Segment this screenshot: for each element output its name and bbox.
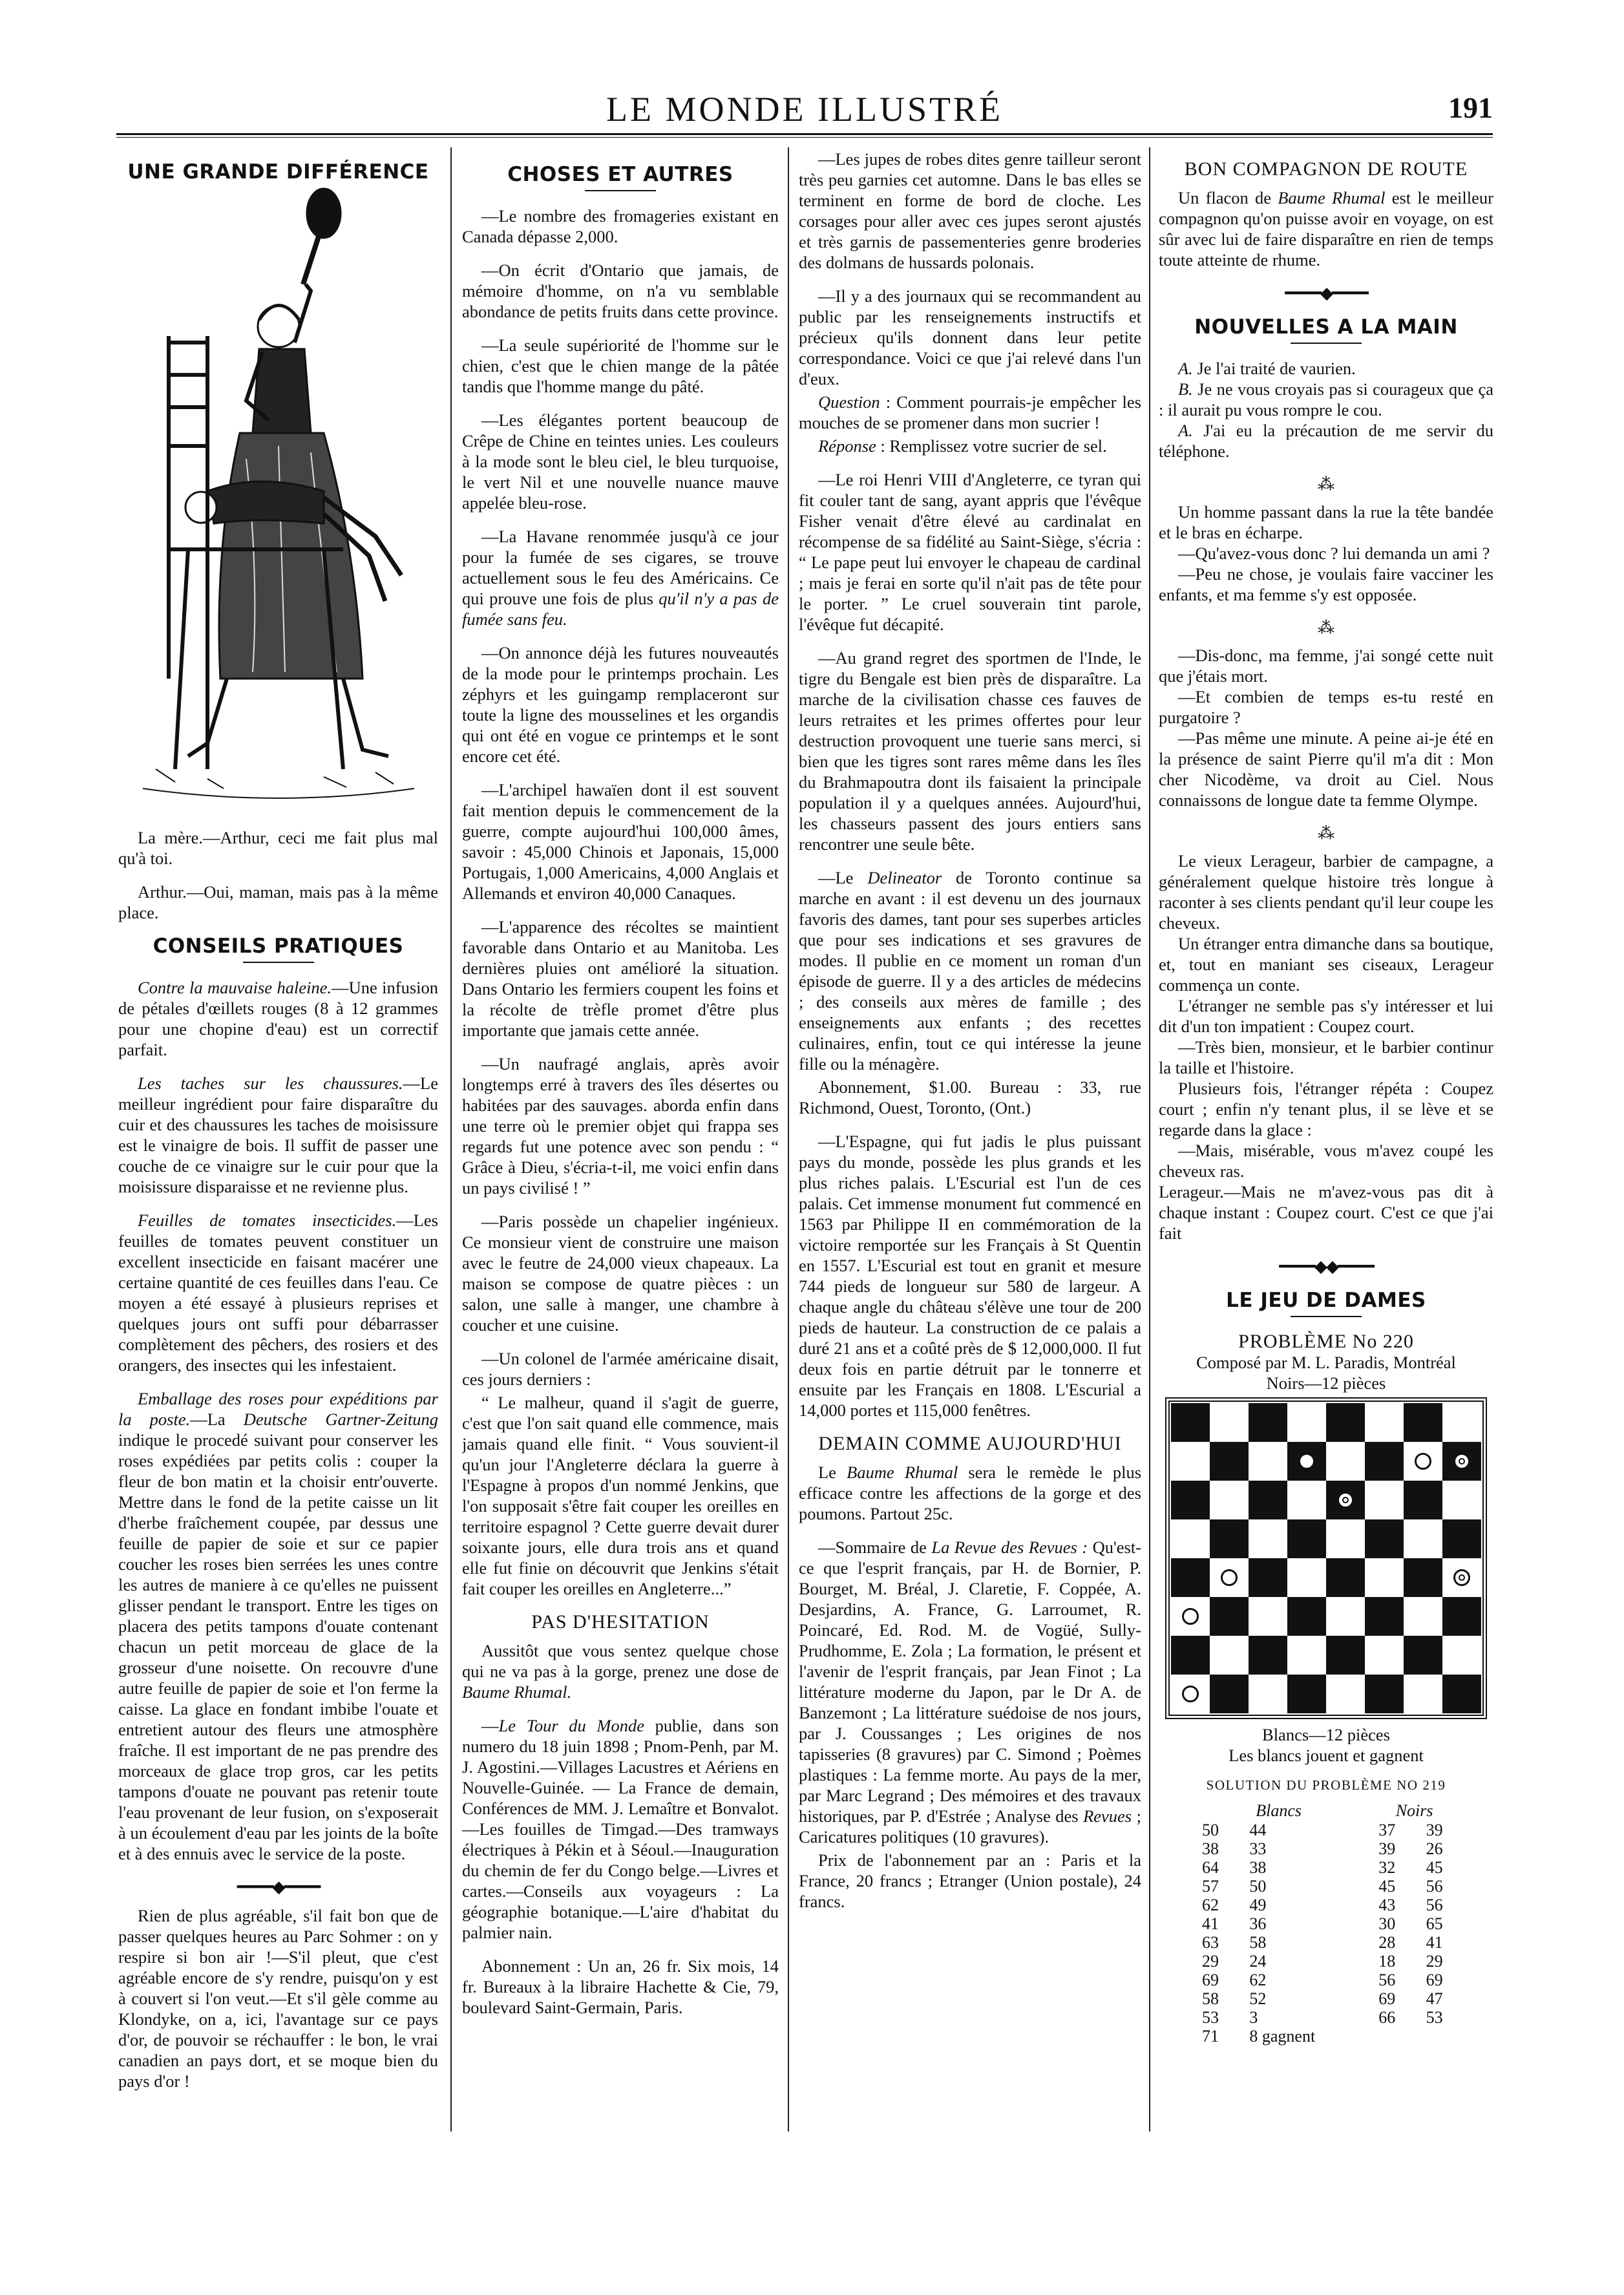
board-square-light	[1365, 1481, 1404, 1519]
paragraph: —La seule supériorité de l'homme sur le chien, c'est que le chien mange de la pâtée tandis que l'homme mange du pâté.	[462, 335, 779, 396]
table-cell: 28	[1378, 1933, 1396, 1952]
board-square-light	[1171, 1519, 1210, 1558]
board-square-light	[1404, 1675, 1442, 1713]
table-cell: 65	[1426, 1914, 1443, 1933]
board-square-light	[1249, 1442, 1287, 1481]
table-row	[1190, 1858, 1462, 1877]
paragraph: Un étranger entra dimanche dans sa boutique, et, tout en maniant ses ciseaux, Lerageur commença un conte.	[1159, 934, 1493, 995]
board-square-dark	[1171, 1636, 1210, 1675]
table-cell: 64	[1202, 1858, 1219, 1877]
column-1	[118, 149, 438, 2146]
table-cell: 63	[1202, 1933, 1219, 1952]
board-square-light	[1287, 1558, 1326, 1597]
section-heading: CONSEILS PRATIQUES	[153, 935, 404, 958]
board-square-dark	[1326, 1636, 1365, 1675]
table-cell: 39	[1378, 1839, 1396, 1858]
board-square-dark	[1404, 1481, 1442, 1519]
board-square-dark	[1365, 1442, 1404, 1481]
paragraph: —Un naufragé anglais, après avoir longtemps erré à travers des îles désertes ou habitées par des sauvages. aborda enfin dans une terre où le premier objet qui frappa ses regards fut une potence avec son pendu : “ Grâce à Dieu, s'écria-t-il, me voici enfin dans un pays civilisé ! ”	[462, 1054, 779, 1198]
white-piece	[1221, 1569, 1238, 1586]
section-heading: UNE GRANDE DIFFÉRENCE	[127, 160, 429, 184]
table-cell: 50	[1249, 1877, 1267, 1896]
white-pieces-label: Blancs—12 pièces	[1262, 1725, 1390, 1744]
white-piece	[1182, 1686, 1199, 1702]
paragraph: Feuilles de tomates insecticides.—Les feuilles de tomates peuvent constituer un excellent insecticide en faisant macérer une certaine quantité de ces feuilles dans l'eau. Ce moyen a été essayé à plusieurs reprises et quelques jours ont suffi pour débarrasser complètement des pêchers, des rosiers et des orangers, des insectes qui les infestaient.	[118, 1211, 438, 1375]
paragraph: —Peu ne chose, je voulais faire vacciner les enfants, et ma femme s'y est opposée.	[1159, 564, 1493, 604]
board-square-light	[1442, 1481, 1481, 1519]
paragraph: —Les élégantes portent beaucoup de Crêpe de Chine en teintes unies. Les couleurs à la mode sont le bleu ciel, le bleu turquoise, le vert Nil et une nouvelle nuance mauve appelée bleu-rose.	[462, 410, 779, 513]
heading-rule	[1291, 1316, 1362, 1317]
heading-rule	[1291, 343, 1362, 344]
table-row	[1190, 1952, 1462, 1971]
table-cell: 62	[1249, 1971, 1267, 1989]
board-square-dark	[1404, 1558, 1442, 1597]
board-square-dark	[1287, 1442, 1326, 1481]
table-cell: 62	[1202, 1896, 1219, 1914]
table-cell: 56	[1426, 1877, 1443, 1896]
white-piece	[1415, 1453, 1431, 1470]
board-square-dark	[1365, 1519, 1404, 1558]
table-cell: 69	[1202, 1971, 1219, 1989]
board-square-dark	[1249, 1636, 1287, 1675]
table-row	[1190, 1896, 1462, 1914]
board-square-light	[1442, 1558, 1481, 1597]
problem-composer: Composé par M. L. Paradis, Montréal	[1196, 1353, 1456, 1372]
paragraph: —Très bien, monsieur, et le barbier continur la taille et l'histoire.	[1159, 1037, 1493, 1077]
table-cell: 29	[1202, 1952, 1219, 1971]
paragraph: —Mais, misérable, vous m'avez coupé les cheveux ras.	[1159, 1141, 1493, 1181]
solution-moves-table	[1190, 1801, 1462, 2046]
white-piece	[1182, 1608, 1199, 1625]
paragraph: —Au grand regret des sportmen de l'Inde, le tigre du Bengale est bien près de disparaître. La marche de la civilisation chasse ces fauves de leurs retraites et les primes offertes pour leur destruction provoquent une tuerie sans merci, si bien que les tigres sont rares même dans les îles du Brahmapoutra dont ils faisaient la principale population il y a quelques années. Aujourd'hui, les chasseurs passent des jours entiers sans rencontrer une seule bête.	[799, 648, 1141, 854]
dialogue-line: A. J'ai eu la précaution de me servir du téléphone.	[1159, 421, 1493, 461]
table-row	[1190, 1839, 1462, 1858]
board-square-light	[1249, 1597, 1287, 1636]
paragraph: —Sommaire de La Revue des Revues : Qu'est-ce que l'esprit français, par H. de Bornier, P. Bourget, M. Bréal, J. Claretie, F. Coppée, A. Desjardins, A. France, G. Larroumet, R. Poincaré, Ed. Rod. M. de Vogüé, Sully-Prudhomme, E. Zola ; La formation, le présent et l'avenir de l'esprit français, par Jean Finot ; La littérature moderne du Japon, par le Dr A. de Banzemont ; La littérature suédoise de nos jours, par J. Coussanges ; Les origines de nos tapisseries (8 gravures) par C. Simond ; Poèmes plastiques : La femme morte. Au pays de la mer, par Marc Legrand ; Des mémoires et des travaux historiques, par P. d'Estrée ; Analyse des Revues ; Caricatures politiques (10 gravures).	[799, 1538, 1141, 1846]
table-cell	[1415, 2027, 1462, 2046]
board-square-light	[1287, 1481, 1326, 1519]
board-square-dark	[1249, 1558, 1287, 1597]
board-square-light	[1404, 1519, 1442, 1558]
board-square-dark	[1210, 1519, 1249, 1558]
board-square-light	[1249, 1675, 1287, 1713]
board-square-light	[1326, 1519, 1365, 1558]
table-cell: 71	[1202, 2027, 1219, 2046]
ornament-rule: ━━━━◆◆━━━━	[1279, 1257, 1373, 1276]
draughts-board-wrapper	[1165, 1397, 1487, 1719]
board-square-dark	[1210, 1597, 1249, 1636]
section-heading: DEMAIN COMME AUJOURD'HUI	[818, 1433, 1122, 1454]
board-square-dark	[1326, 1558, 1365, 1597]
paragraph: —Et combien de temps es-tu resté en purgatoire ?	[1159, 687, 1493, 727]
board-square-light	[1210, 1403, 1249, 1442]
table-cell: 56	[1378, 1971, 1396, 1989]
asterism: ⁂	[1318, 824, 1334, 843]
board-square-dark	[1249, 1481, 1287, 1519]
board-square-light	[1210, 1636, 1249, 1675]
board-square-dark	[1171, 1403, 1210, 1442]
board-square-light	[1287, 1403, 1326, 1442]
section-heading: CHOSES ET AUTRES	[507, 163, 733, 186]
table-cell: 38	[1202, 1839, 1219, 1858]
table-cell: 18	[1378, 1952, 1396, 1971]
board-square-light	[1326, 1675, 1365, 1713]
paragraph: —On annonce déjà les futures nouveautés de la mode pour le printemps prochain. Les zéphyrs et les guingamp remplaceront sur toute la ligne des mousselines et les organdis qui ont été en vogue ce printemps et le sont encore cet été.	[462, 643, 779, 766]
table-cell: 24	[1249, 1952, 1267, 1971]
board-square-light	[1442, 1636, 1481, 1675]
paragraph: —L'Espagne, qui fut jadis le plus puissant pays du monde, possède les plus grands et les plus riches palais. L'Escurial est l'un de ces palais. Cet immense monument fut commencé en 1563 par Philippe II en commémoration de la victoire remportée sur les Français à St Quentin en 1557. L'Escurial est tout en granit et mesure 744 pieds de longueur sur 580 de largeur. A chaque angle du château s'élève une tour de 200 pieds de hauteur. La construction de ce palais a duré 21 ans et a coûté près de $ 12,000,000. Il fut deux fois en partie détruit par le tonnerre et ensuite par les Français en 1808. L'Escurial a 14,000 portes et 115,000 fenêtres.	[799, 1132, 1141, 1420]
board-square-dark	[1287, 1519, 1326, 1558]
table-row	[1190, 1914, 1462, 1933]
table-cell: 47	[1426, 1989, 1443, 2008]
board-square-dark	[1365, 1675, 1404, 1713]
board-square-light	[1171, 1675, 1210, 1713]
ornament-rule: ━━━━◆━━━━	[1285, 284, 1367, 302]
table-cell: 41	[1202, 1914, 1219, 1933]
problem-title: PROBLÈME No 220	[1238, 1331, 1414, 1352]
table-row	[1190, 1933, 1462, 1952]
column-3	[799, 149, 1141, 2146]
table-cell: 57	[1202, 1877, 1219, 1896]
paragraph: Lerageur.—Mais ne m'avez-vous pas dit à chaque instant : Coupez court. C'est ce que j'ai fait	[1159, 1182, 1493, 1243]
table-cell: 69	[1378, 1989, 1396, 2008]
board-square-dark	[1287, 1675, 1326, 1713]
table-cell	[1367, 2027, 1414, 2046]
board-square-light	[1210, 1558, 1249, 1597]
asterism: ⁂	[1318, 619, 1334, 637]
paragraph: —Le Delineator de Toronto continue sa marche en avant : il est devenu un des journaux favoris des dames, tant pour ses superbes articles que pour ses indications et ses gravures de modes. Il publie en ce moment un roman d'un épisode de guerre. Il y a des articles de médecins ; des conseils aux mères de famille ; des enseignements aux enfants ; des recettes culinaires, enfin, tout ce qui intéresse la jeune fille ou la ménagère.	[799, 868, 1141, 1073]
table-cell: 37	[1378, 1821, 1396, 1839]
paragraph: —L'apparence des récoltes se maintient favorable dans Ontario et au Manitoba. Les dernières pluies ont amélioré la situation. Dans Ontario les fermiers coupent les foins et la récolte de trèfle promet d'être plus importante que jamais cette année.	[462, 917, 779, 1040]
table-cell: 69	[1426, 1971, 1443, 1989]
paragraph: Emballage des roses pour expéditions par la poste.—La Deutsche Gartner-Zeitung indique le procedé suivant pour conserver les roses expédiées par petits colis : couper la fleur de bon matin et la choisir entr'ouverte. Mettre dans le fond de la petite caisse un lit d'herbe fraîchement coupée, par dessus une feuille de papier de soie et sur ce papier coucher les roses bien serrées les unes contre les autres de maniere à ce qu'elles ne puissent glisser pendant le transport. Entre les tiges on placera des petits tampons d'ouate contenant chacun un petit morceau de glace de la grosseur d'une noisette. On recouvre d'une autre feuille de papier de soie et l'on ferme la caisse. La glace en fondant imbibe l'ouate et entretient autour des fleurs une atmosphère fraîche. Il est important de ne pas prendre des morceaux de glace trop gros, car les petits tampons d'ouate ne pouvant pas retenir toute l'eau provenant de leur fusion, on s'exposerait à un écoulement d'eau par les joints de la boîte et à des ennuis avec le service de la poste.	[118, 1389, 438, 1863]
paragraph: Question : Comment pourrais-je empêcher les mouches de se promener dans mon sucrier !	[799, 392, 1141, 432]
table-cell: 45	[1378, 1877, 1396, 1896]
paragraph: —Qu'avez-vous donc ? lui demanda un ami ?	[1178, 544, 1490, 563]
column-header: Blancs	[1256, 1801, 1302, 1820]
white-piece	[1298, 1453, 1315, 1470]
solution-heading: SOLUTION DU PROBLÈME NO 219	[1206, 1777, 1446, 1793]
paragraph: Un homme passant dans la rue la tête bandée et le bras en écharpe.	[1159, 502, 1493, 542]
black-pieces-label: Noirs—12 pièces	[1266, 1373, 1386, 1393]
board-square-light	[1442, 1403, 1481, 1442]
column-2	[462, 149, 779, 2146]
table-cell: 53	[1426, 2008, 1443, 2027]
paragraph: —La Havane renommée jusqu'à ce jour pour la fumée de ses cigares, se trouve actuellement sous le feu des Américains. Ce qui prouve une fois de plus qu'il n'y a pas de fumée sans feu.	[462, 527, 779, 629]
table-cell: 3	[1249, 2008, 1258, 2027]
board-square-light	[1210, 1481, 1249, 1519]
table-cell: 36	[1249, 1914, 1267, 1933]
dialogue-line: B. Je ne vous croyais pas si courageux que ça : il aurait pu vous rompre le cou.	[1159, 379, 1493, 419]
paragraph: Le Baume Rhumal sera le remède le plus efficace contre les affections de la gorge et des poumons. Partout 25c.	[799, 1463, 1141, 1523]
table-cell: 49	[1249, 1896, 1267, 1914]
board-square-light	[1326, 1442, 1365, 1481]
mother-spanking-illustration	[130, 187, 427, 821]
table-cell: 41	[1426, 1933, 1443, 1952]
table-row	[1190, 2027, 1462, 2046]
masthead-rule	[116, 133, 1493, 138]
table-cell: 30	[1378, 1914, 1396, 1933]
advertisement: Rien de plus agréable, s'il fait bon que de passer quelques heures au Parc Sohmer : on y respire si bon air !—S'il pleut, que c'est agréable encore de s'y rendre, puisqu'on y est à couvert si l'on veut.—Et s'il gèle comme au Klondyke, on a, ici, l'avantage sur ce pays d'or, de pouvoir se réchauffer : le bon, le vrai canadien an pays dort, et se moque bien du pays d'or !	[118, 1906, 438, 2091]
asterism: ⁂	[1318, 475, 1334, 494]
board-square-dark	[1442, 1442, 1481, 1481]
board-square-dark	[1287, 1597, 1326, 1636]
table-cell: 26	[1426, 1839, 1443, 1858]
table-row	[1190, 1989, 1462, 2008]
paragraph: Contre la mauvaise haleine.—Une infusion de pétales d'œillets rouges (8 à 12 grammes pour une chopine d'eau) est un correctif parfait.	[118, 978, 438, 1059]
table-cell: 56	[1426, 1896, 1443, 1914]
board-square-light	[1365, 1636, 1404, 1675]
paragraph: Plusieurs fois, l'étranger répéta : Coupez court ; enfin n'y tenant plus, il se lève et se regarde dans la glace :	[1159, 1079, 1493, 1139]
table-cell: 29	[1426, 1952, 1443, 1971]
board-square-dark	[1171, 1558, 1210, 1597]
section-heading: PAS D'HESITATION	[531, 1611, 710, 1633]
table-cell: 33	[1249, 1839, 1267, 1858]
section-heading: LE JEU DE DAMES	[1226, 1289, 1426, 1312]
board-square-dark	[1326, 1403, 1365, 1442]
page-number: 191	[1448, 91, 1493, 124]
paragraph: L'étranger ne semble pas s'y intéresser et lui dit d'un ton impatient : Coupez court.	[1159, 996, 1493, 1036]
table-cell: 43	[1378, 1896, 1396, 1914]
board-square-dark	[1404, 1636, 1442, 1675]
table-row	[1190, 1971, 1462, 1989]
column-4	[1159, 149, 1493, 2146]
heading-rule	[585, 190, 656, 191]
table-cell: 66	[1378, 2008, 1396, 2027]
board-square-dark	[1210, 1442, 1249, 1481]
board-square-light	[1404, 1442, 1442, 1481]
board-square-dark	[1404, 1403, 1442, 1442]
board-square-light	[1404, 1597, 1442, 1636]
paragraph: —L'archipel hawaïen dont il est souvent fait mention depuis le commencement de la guerre, compte aujourd'hui 100,000 âmes, savoir : 45,000 Chinois et Japonais, 15,000 Portugais, 1,000 Americains, 4,000 Anglais et Allemands et environ 40,000 Canaques.	[462, 780, 779, 903]
table-header-row	[1190, 1801, 1462, 1821]
heading-rule	[243, 962, 314, 963]
dialogue-line: A. Je l'ai traité de vaurien.	[1178, 359, 1356, 378]
paragraph: Abonnement : Un an, 26 fr. Six mois, 14 fr. Bureaux à la libraire Hachette & Cie, 79, boulevard Saint-Germain, Paris.	[462, 1956, 779, 2017]
board-square-light	[1171, 1597, 1210, 1636]
column-header: Noirs	[1395, 1801, 1433, 1820]
table-cell: 38	[1249, 1858, 1267, 1877]
paragraph: —Il y a des journaux qui se recommandent au public par les renseignements instructifs et précieux qu'ils donnent dans leur petite correspondance. Voici ce que j'ai relevé dans l'un d'eux.	[799, 286, 1141, 388]
table-row	[1190, 1821, 1462, 1839]
column-rule	[788, 147, 789, 2131]
board-square-dark	[1210, 1675, 1249, 1713]
board-square-light	[1171, 1442, 1210, 1481]
board-square-dark	[1171, 1481, 1210, 1519]
table-cell: 53	[1202, 2008, 1219, 2027]
white-king-piece	[1453, 1453, 1470, 1470]
column-rule	[1149, 147, 1150, 2131]
draughts-board	[1165, 1397, 1487, 1719]
board-square-light	[1287, 1636, 1326, 1675]
table-row	[1190, 2008, 1462, 2027]
caption: La mère.—Arthur, ceci me fait plus mal qu'à toi.	[118, 828, 438, 868]
table-cell: 52	[1249, 1989, 1267, 2008]
board-square-light	[1365, 1558, 1404, 1597]
caption: Arthur.—Oui, maman, mais pas à la même place.	[118, 882, 438, 922]
table-cell: 44	[1249, 1821, 1267, 1839]
board-square-light	[1249, 1519, 1287, 1558]
paragraph: —Le roi Henri VIII d'Angleterre, ce tyran qui fit couler tant de sang, ayant appris que l'évêque Fisher venait d'être élevé au cardinalat en récompense de sa fidélité au Saint-Siège, s'écria : “ Le pape peut lui envoyer le chapeau de cardinal ; mais je ferai en sorte qu'il n'ait pas de tête pour le porter. ” Le cruel souverain tint parole, l'évêque fut décapité.	[799, 470, 1141, 634]
section-heading: NOUVELLES A LA MAIN	[1194, 315, 1458, 339]
section-heading: BON COMPAGNON DE ROUTE	[1184, 158, 1468, 180]
paragraph: Aussitôt que vous sentez quelque chose qui ne va pas à la gorge, prenez une dose de Baume Rhumal.	[462, 1641, 779, 1702]
paragraph: —Le Tour du Monde publie, dans son numero du 18 juin 1898 ; Pnom-Penh, par M. J. Agostini.—Villages Lacustres et Aériens en Nouvelle-Guinée. — La France de demain, Conférences de MM. J. Lemaître et Bonvalot. —Les fouilles de Timgad.—Des tramways électriques à Pékin et à Séoul.—Inauguration du chemin de fer du Congo belge.—Livres et cartes.—Conseils aux voyageurs : La géographie botanique.—L'aire d'habitat du palmier nain.	[462, 1716, 779, 1942]
table-cell: 39	[1426, 1821, 1443, 1839]
paragraph: Réponse : Remplissez votre sucrier de sel.	[818, 436, 1107, 456]
paragraph: “ Le malheur, quand il s'agit de guerre, c'est que l'on sait quand elle commence, mais jamais quand elle finit. “ Vous souvient-il qu'un jour l'Angleterre déclara la guerre à l'Espagne à propos d'un nommé Jenkins, que l'on supposait s'être fait couper les oreilles en territoire espagnol ? Cette guerre devait durer soixante jours, elle dura trois ans et quand elle fut finie on découvrit que Jenkins s'était fait couper les oreilles en Angleterre...”	[462, 1393, 779, 1598]
board-square-dark	[1249, 1403, 1287, 1442]
table-row	[1190, 1877, 1462, 1896]
table-cell: 45	[1426, 1858, 1443, 1877]
paragraph: —Les jupes de robes dites genre tailleur seront très peu garnies cet automne. Dans le bas elles se terminent en forme de bord de cloche. Les corsages pour aller avec ces jupes seront ajustés et très garnis de passementeries genre broderies des dolmans de hussards polonais.	[799, 149, 1141, 272]
table-cell: 50	[1202, 1821, 1219, 1839]
ornament-rule: ━━━━◆━━━━	[237, 1877, 320, 1896]
white-king-piece	[1453, 1569, 1470, 1586]
board-square-dark	[1442, 1597, 1481, 1636]
paragraph: Prix de l'abonnement par an : Paris et la France, 20 francs ; Etranger (Union postale), 24 francs.	[799, 1850, 1141, 1911]
white-king-piece	[1337, 1492, 1354, 1508]
paragraph: Les taches sur les chaussures.—Le meilleur ingrédient pour faire disparaître du cuir et des chaussures les taches de moisissure est le vinaigre de bois. Il suffit de passer une couche de ce vinaigre sur le cuir pour que la moisissure disparaisse et ne revienne plus.	[118, 1073, 438, 1196]
problem-instruction: Les blancs jouent et gagnent	[1229, 1746, 1424, 1765]
table-cell: 58	[1249, 1933, 1267, 1952]
board-square-dark	[1442, 1519, 1481, 1558]
paragraph: Le vieux Lerageur, barbier de campagne, a généralement quelque histoire très longue à raconter à ses clients pendant qu'il leur coupe les cheveux.	[1159, 851, 1493, 933]
table-cell: 58	[1202, 1989, 1219, 2008]
paragraph: —Un colonel de l'armée américaine disait, ces jours derniers :	[462, 1349, 779, 1389]
column-rule	[450, 147, 452, 2131]
table-cell: 32	[1378, 1858, 1396, 1877]
masthead-title: LE MONDE ILLUSTRÉ	[606, 90, 1003, 129]
paragraph: —Le nombre des fromageries existant en Canada dépasse 2,000.	[462, 206, 779, 246]
board-square-dark	[1442, 1675, 1481, 1713]
board-square-light	[1326, 1597, 1365, 1636]
board-square-dark	[1326, 1481, 1365, 1519]
paragraph: —Pas même une minute. A peine ai-je été en la présence de saint Pierre qu'il m'a dit : Mon cher Nicodème, va droit au Ciel. Nous connaissons de longue date ta femme Olympe.	[1159, 728, 1493, 810]
paragraph: Abonnement, $1.00. Bureau : 33, rue Richmond, Ouest, Toronto, (Ont.)	[799, 1077, 1141, 1117]
paragraph: Un flacon de Baume Rhumal est le meilleur compagnon qu'on puisse avoir en voyage, on est sûr avec lui de faire disparaître en rien de temps toute atteinte de rhume.	[1159, 188, 1493, 270]
board-square-dark	[1365, 1597, 1404, 1636]
board-square-light	[1365, 1403, 1404, 1442]
table-cell: 8 gagnent	[1249, 2027, 1316, 2046]
paragraph: —On écrit d'Ontario que jamais, de mémoire d'homme, on n'a vu semblable abondance de petits fruits dans cette province.	[462, 260, 779, 321]
paragraph: —Dis-donc, ma femme, j'ai songé cette nuit que j'étais mort.	[1159, 646, 1493, 686]
masthead	[116, 89, 1493, 133]
paragraph: —Paris possède un chapelier ingénieux. Ce monsieur vient de construire une maison avec le feutre de 24,000 vieux chapeaux. La maison se compose de quatre pièces : un salon, une salle à manger, une chambre à coucher et une cuisine.	[462, 1212, 779, 1335]
